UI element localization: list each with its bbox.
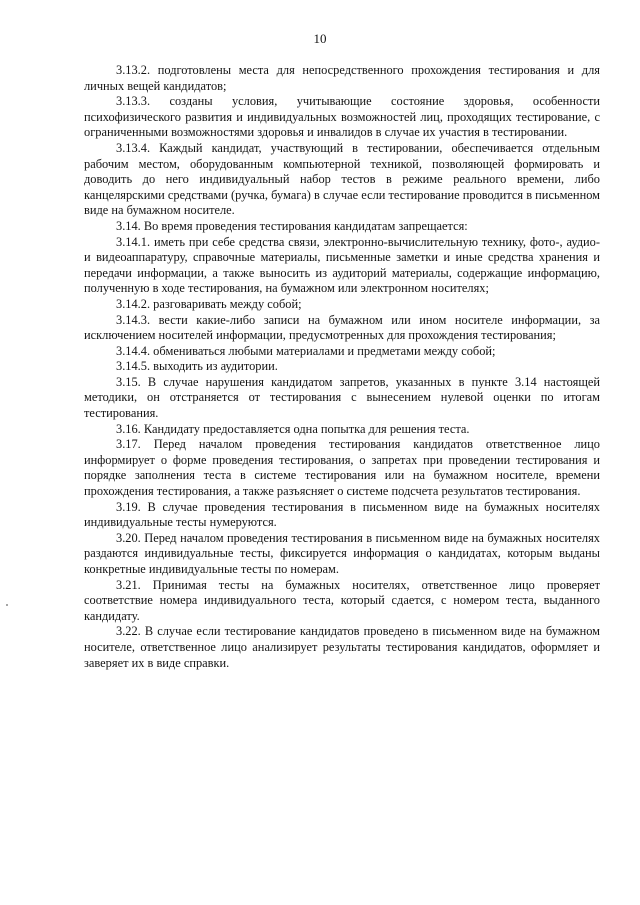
paragraph-3-14-1: 3.14.1. иметь при себе средства связи, электронно-вычислительную технику, фото-, аудио- и видеоаппаратуру, справочные материалы, письменные заметки и иные средства хранения и передачи информации, а также выносить из аудиторий материалы, содержащие информацию, полученную в ходе тестирования, на бумажном или электронном носителях; — [84, 234, 600, 296]
paragraph-3-13-3: 3.13.3. созданы условия, учитывающие состояние здоровья, особенности психофизического развития и индивидуальных возможностей лиц, проходящих тестирование, с ограниченными возможностями здоровья и инвалидов в случае их участия в тестировании. — [84, 94, 600, 140]
scan-speck — [6, 604, 8, 606]
paragraph-3-22: 3.22. В случае если тестирование кандидатов проведено в письменном виде на бумажном носителе, ответственное лицо анализирует результаты тестирования кандидатов, оформляет и заверяет их в виде справки. — [84, 624, 600, 670]
paragraph-3-14-5: 3.14.5. выходить из аудитории. — [116, 359, 278, 374]
paragraph-3-19: 3.19. В случае проведения тестирования в письменном виде на бумажных носителях индивидуальные тесты нумеруются. — [84, 499, 600, 530]
paragraph-3-14-3: 3.14.3. вести какие-либо записи на бумажном или ином носителе информации, за исключением носителей информации, предусмотренных для прохождения тестирования; — [84, 312, 600, 343]
paragraph-3-20: 3.20. Перед началом проведения тестирования в письменном виде на бумажных носителях раздаются индивидуальные тесты, фиксируется информация о кандидатах, которым выданы конкретные индивидуальные тесты по номерам. — [84, 530, 600, 576]
paragraph-3-13-4: 3.13.4. Каждый кандидат, участвующий в тестировании, обеспечивается отдельным рабочим местом, оборудованным компьютерной техникой, позволяющей формировать и доводить до него индивидуальный набор тестов в режиме реального времени, либо канцелярскими средствами (ручка, бумага) в случае если тестирование проводится в письменном виде на бумажном носителе. — [84, 140, 600, 218]
paragraph-3-14: 3.14. Во время проведения тестирования кандидатам запрещается: — [116, 218, 468, 233]
paragraph-3-14-2: 3.14.2. разговаривать между собой; — [116, 296, 302, 311]
paragraph-3-17: 3.17. Перед началом проведения тестирования кандидатов ответственное лицо информирует о форме проведения тестирования, о запретах при проведении тестирования и порядке заполнения теста в системе тестирования или на бумажном носителе, времени прохождения тестирования, а также разъясняет о системе подсчета результатов тестирования. — [84, 437, 600, 499]
paragraph-3-16: 3.16. Кандидату предоставляется одна попытка для решения теста. — [116, 421, 470, 436]
paragraph-3-15: 3.15. В случае нарушения кандидатом запретов, указанных в пункте 3.14 настоящей методики, он отстраняется от тестирования с вынесением нулевой оценки по итогам тестирования. — [84, 374, 600, 421]
paragraph-3-13-2: 3.13.2. подготовлены места для непосредственного прохождения тестирования и для личных вещей кандидатов; — [84, 63, 600, 93]
document-body — [84, 63, 600, 671]
paragraph-3-21: 3.21. Принимая тесты на бумажных носителях, ответственное лицо проверяет соответствие номера индивидуального теста, который сдается, с номером теста, выданного кандидату. — [84, 577, 600, 623]
paragraph-3-14-4: 3.14.4. обмениваться любыми материалами и предметами между собой; — [116, 343, 496, 358]
page-number: 10 — [313, 31, 327, 46]
